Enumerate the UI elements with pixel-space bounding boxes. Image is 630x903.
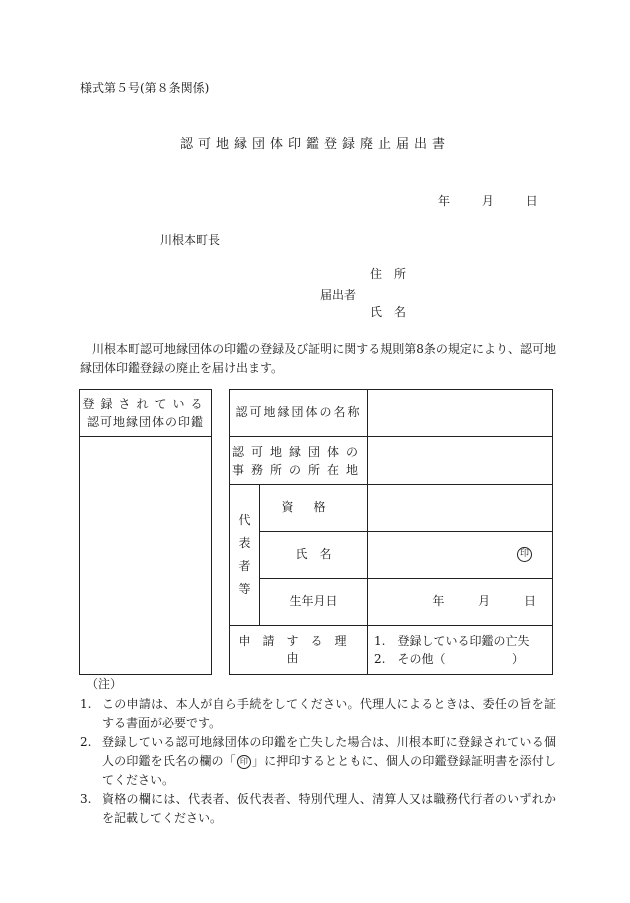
rep-char: 等 — [238, 582, 251, 596]
reason-option-2[interactable] — [374, 650, 524, 668]
rep-char: 表 — [238, 536, 251, 550]
note-number: 3. — [80, 792, 92, 806]
office-address-label — [230, 437, 368, 485]
form-number: 様式第５号(第８条関係) — [80, 81, 210, 95]
qualification-field[interactable] — [368, 485, 553, 532]
reason-option-1[interactable]: 1. 登録している印鑑の亡失 — [374, 634, 530, 648]
reason-options[interactable] — [368, 626, 553, 675]
applicant-name-label: 氏 名 — [370, 305, 407, 319]
date-line — [438, 193, 538, 210]
org-name-label: 認可地縁団体の名称 — [230, 390, 368, 437]
note-item — [80, 733, 556, 790]
office-address-field[interactable] — [368, 437, 553, 485]
notes-list — [80, 695, 556, 828]
qualification-label: 資格 — [260, 485, 368, 532]
gap-cell — [212, 390, 230, 437]
gap-cell — [212, 437, 230, 675]
seal-mark-icon: 印 — [237, 755, 251, 769]
reason-option-2-suffix: ） — [512, 652, 525, 666]
note-text: この申請は、本人が自ら手続をしてください。代理人によるときは、委任の旨を証する書面が必要です。 — [102, 697, 556, 730]
birth-month: 月 — [478, 594, 491, 609]
body-text: 川根本町認可地縁団体の印鑑の登録及び証明に関する規則第8条の規定により、認可地縁団体印鑑登録の廃止を届け出ます。 — [80, 342, 556, 375]
reason-option-2-prefix: 2. その他（ — [374, 652, 446, 666]
notes-heading: （注） — [86, 677, 123, 691]
date-year: 年 — [438, 194, 451, 208]
seal-header-cell — [80, 390, 212, 437]
reason-label: 申請する理由 — [230, 626, 368, 675]
note-text-after: 」に押印するとともに、個人の印鑑登録証明書を添付してください。 — [102, 754, 556, 787]
office-label-line2: 事務所の所在地 — [232, 462, 366, 477]
date-month: 月 — [481, 194, 494, 208]
applicant-address-label: 住 所 — [370, 267, 407, 281]
registration-form-table — [79, 389, 553, 675]
note-number: 1. — [80, 697, 92, 711]
rep-char: 者 — [238, 559, 251, 573]
note-text: 資格の欄には、代表者、仮代表者、特別代理人、清算人又は職務代行者のいずれかを記載してください。 — [102, 792, 556, 825]
seal-header-line2: 認可地縁団体の印鑑 — [86, 415, 204, 429]
name-label: 氏 名 — [260, 532, 368, 579]
rep-char: 代 — [238, 513, 251, 527]
representative-label — [238, 509, 252, 601]
org-name-field[interactable] — [368, 390, 553, 437]
applicant-label: 届出者 — [320, 288, 357, 302]
document-title: 認可地縁団体印鑑登録廃止届出書 — [179, 137, 450, 152]
addressee: 川根本町長 — [160, 233, 221, 247]
name-field[interactable] — [368, 532, 553, 579]
office-label-line1: 認可地縁団体の — [232, 444, 366, 459]
seal-impression-area[interactable] — [80, 437, 212, 675]
note-item — [80, 695, 556, 733]
seal-header-line1: 登録されている — [82, 397, 209, 411]
note-text-before: 登録している認可地縁団体の印鑑を亡失した場合は、川根本町に登録されている個人の印鑑を氏名の欄の「 — [102, 735, 556, 768]
note-item — [80, 790, 556, 828]
birth-year: 年 — [432, 594, 445, 609]
date-day: 日 — [525, 194, 538, 208]
birthdate-field[interactable] — [368, 579, 553, 626]
birthdate-label: 生年月日 — [260, 579, 368, 626]
representative-label-cell — [230, 485, 260, 626]
birth-day: 日 — [524, 594, 537, 609]
note-number: 2. — [80, 735, 92, 749]
seal-mark-icon: 印 — [517, 547, 532, 562]
